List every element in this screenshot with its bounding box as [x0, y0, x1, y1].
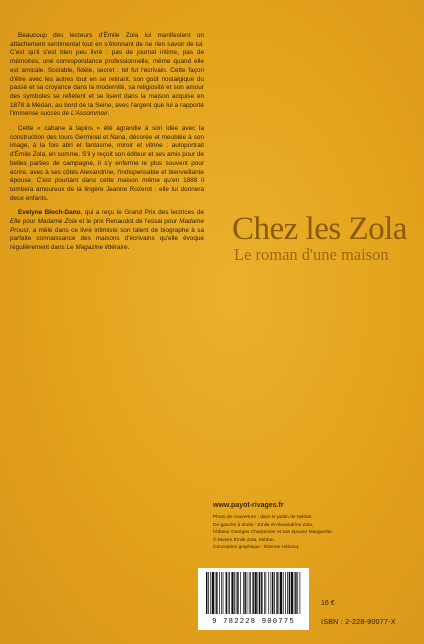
barcode-bars	[206, 572, 301, 614]
barcode-bar	[271, 572, 272, 614]
blurb-italic-title: Madame Zola	[37, 218, 77, 226]
blurb-italic-title: L'Assommoir	[70, 110, 108, 118]
barcode-bar	[226, 572, 227, 614]
credit-line: Conception graphique : Étienne Hénocq.	[213, 545, 300, 551]
barcode-bar	[261, 572, 262, 614]
barcode-bar	[212, 572, 214, 614]
barcode-bar	[300, 572, 301, 614]
barcode-bar	[216, 572, 217, 614]
barcode-bar	[221, 572, 222, 614]
publisher-info	[211, 502, 416, 552]
blurb-text: pour	[20, 218, 38, 226]
barcode-bar	[215, 572, 216, 614]
barcode-bar	[285, 572, 286, 614]
barcode-bar	[274, 572, 275, 614]
blurb-italic-title: Elle	[10, 218, 21, 226]
isbn: ISBN : 2-228-90077-X	[321, 617, 396, 626]
barcode-bar	[280, 572, 282, 614]
blurb-italic-title: Madame Proust	[10, 218, 205, 234]
barcode-bar	[229, 572, 230, 614]
blurb-text: , qui a reçu le Grand Prix des lectrices de	[80, 209, 204, 217]
barcode-bar	[219, 572, 220, 614]
barcode-number: 9 782228 900775	[212, 618, 295, 626]
credit-line: © Musée Émile Zola, Médan.	[213, 537, 275, 543]
barcode-bar	[283, 572, 284, 614]
barcode-bar	[237, 572, 238, 614]
barcode-bar	[276, 572, 277, 614]
blurb-text: , a mêlé dans ce livre intimiste son talent de biographe à sa parfaite connaissance des maisons d'écrivains qu'elle évoque régulièrement dans	[10, 226, 204, 252]
credit-line: De gauche à droite : Émile et Alexandrine Zola,	[213, 522, 314, 528]
back-cover-blurb	[10, 32, 204, 259]
barcode-bar	[244, 572, 245, 614]
blurb-italic-title: Le Magazine littéraire	[66, 244, 128, 252]
book-title: Chez les Zola	[232, 211, 407, 247]
barcode-bar	[243, 572, 244, 614]
barcode-bar	[223, 572, 224, 614]
barcode-bar	[259, 572, 260, 614]
barcode-bar	[208, 572, 209, 614]
title-block	[232, 212, 422, 264]
barcode-bar	[228, 572, 229, 614]
barcode-bar	[210, 572, 211, 614]
barcode-bar	[257, 572, 258, 614]
barcode-bar	[294, 572, 295, 614]
barcode-bar	[247, 572, 248, 614]
barcode-bar	[297, 572, 298, 614]
credit-line: l'éditeur Georges Charpentier et son épouse Marguerite.	[213, 530, 333, 536]
barcode-bar	[279, 572, 280, 614]
photo-credits	[213, 514, 416, 552]
barcode-bar	[234, 572, 235, 614]
price: 16 €	[321, 600, 335, 607]
barcode-bar	[289, 572, 290, 614]
barcode	[198, 568, 309, 630]
blurb-paragraph-1	[10, 32, 204, 119]
barcode-bar	[252, 572, 253, 614]
publisher-url: www.payot-rivages.fr	[213, 502, 284, 509]
barcode-bar	[264, 572, 265, 614]
barcode-bar	[250, 572, 251, 614]
barcode-bar	[295, 572, 296, 614]
barcode-bar	[265, 572, 266, 614]
blurb-text: .	[127, 244, 130, 252]
barcode-bar	[240, 572, 241, 614]
blurb-paragraph-2: Cette « cabane à lapins » été agrandie à son idée avec la construction des tours Germinal et Nana, décorée et meublée à son image, à la fois abri et fantasme, miroir et vitrine : autoportrait d'Émile Zola, en somme. S'il y reçoit son éditeur et ses amis pour de belles parties de campagne, il s'y enferme le plus souvent pour écrire, avec à ses côtés Alexandrine, l'indispensable et bienveillante épouse. C'est pourtant dans cette maison même qu'en 1888 il tombera amoureux de la lingère Jeanne Rozerot : elle lui donnera deux enfants.	[10, 125, 204, 202]
barcode-bar	[291, 572, 293, 614]
barcode-bar	[272, 572, 273, 614]
barcode-bar	[249, 572, 250, 614]
barcode-bar	[268, 572, 269, 614]
blurb-text: Beaucoup des lecteurs d'Émile Zola lui manifestent un attachement sentimental tout en s'étonnant de ne rien savoir de lui. C'est qu'il s'est bien peu livré : pas de journal intime, pas de mémoires, une correspondance professionnelle, même quand elle est amicale. Sociable, fidèle, secret : tel fut l'écrivain. Cette façon d'être avec les autres tout en se retirant, son goût nostalgique du passé et sa croyance dans la modernité, sa religiosité et son amour des symboles se reflètent et se lisent dans la maison acquise en 1878 à Médan, au bord de la Seine, avec l'argent que lui a rapporté l'immense succès de	[10, 32, 204, 118]
blurb-text: et le prix Renaudot de l'essai pour	[76, 218, 180, 226]
author-name: Evelyne Bloch-Dano	[18, 209, 81, 217]
barcode-bar	[206, 572, 207, 614]
blurb-paragraph-3	[10, 209, 204, 253]
barcode-bar	[255, 572, 257, 614]
barcode-bar	[236, 572, 237, 614]
barcode-bar	[287, 572, 288, 614]
blurb-text: .	[107, 110, 110, 118]
credit-line: Photo de couverture : dans le jardin de Médan.	[213, 515, 313, 520]
book-subtitle: Le roman d'une maison	[234, 245, 389, 264]
barcode-bar	[231, 572, 233, 614]
